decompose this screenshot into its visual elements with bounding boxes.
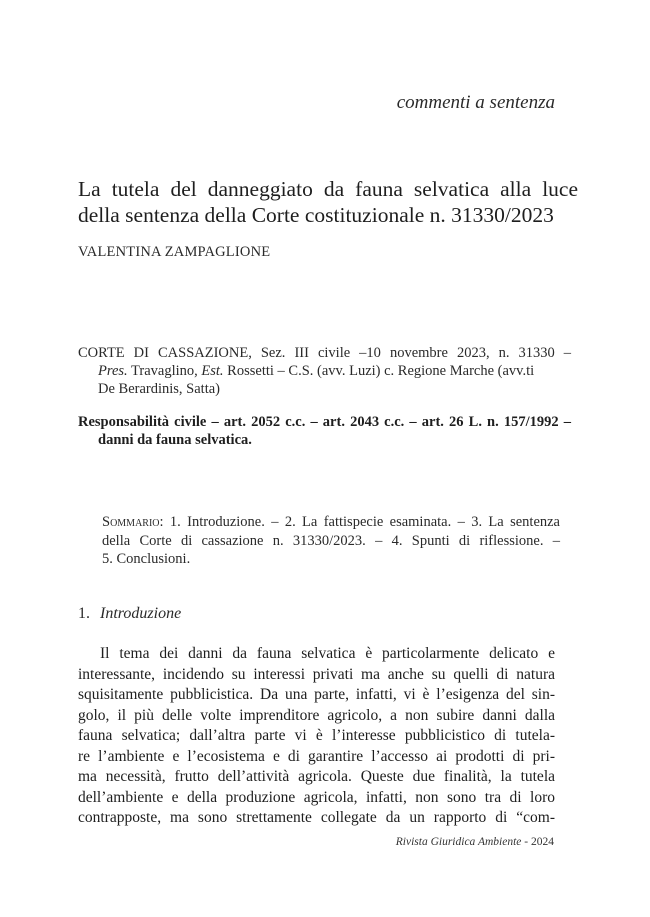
summary-line-1 (102, 513, 560, 532)
body-line: ma necessità, frutto dell’attività agricola. Queste due finalità, la tutela (78, 768, 555, 785)
body-line: squisitamente pubblicistica. Da una parte, infatti, vi è l’esigenza del sin- (78, 686, 555, 703)
article-title (78, 176, 578, 228)
summary-text-1: 1. Introduzione. – 2. La fattispecie esaminata. – 3. La sentenza (163, 514, 560, 530)
est-label: Est. (201, 363, 224, 379)
summary-line-3: 5. Conclusioni. (102, 551, 191, 567)
section-number: 1. (78, 605, 90, 622)
page-footer (396, 836, 554, 848)
case-citation (78, 344, 571, 398)
summary-line-2: della Corte di cassazione n. 31330/2023. – 4. Spunti di riflessione. – (102, 532, 560, 549)
title-line-1: La tutela del danneggiato da fauna selvatica alla luce (78, 177, 578, 201)
est-rest: Rossetti – C.S. (avv. Luzi) c. Regione Marche (avv.ti (223, 363, 535, 379)
section-heading (78, 605, 181, 623)
title-line-2: della sentenza della Corte costituzionale n. 31330/2023 (78, 203, 554, 227)
author-name: VALENTINA ZAMPAGLIONE (78, 244, 271, 260)
keywords-line-1: Responsabilità civile – art. 2052 c.c. – art. 2043 c.c. – art. 26 L. n. 157/1992 – (78, 414, 571, 430)
footer-separator: - (521, 836, 531, 848)
section-label: commenti a sentenza (396, 92, 555, 113)
citation-line-2 (78, 362, 571, 380)
journal-name: Rivista Giuridica Ambiente (395, 836, 522, 848)
summary-label: Sommario: (102, 514, 164, 530)
body-line: Il tema dei danni da fauna selvatica è particolarmente delicato e (100, 645, 555, 662)
pres-label: Pres. (98, 363, 128, 379)
citation-line-3: De Berardinis, Satta) (98, 381, 221, 397)
body-line: golo, il più delle volte imprenditore agricolo, a non subire danni dalla (78, 706, 555, 724)
footer-year: 2024 (531, 836, 554, 848)
body-line: interessante, incidendo su interessi privati ma anche su quelli di natura (78, 665, 555, 683)
summary (102, 513, 560, 569)
body-line: contrapposte, ma sono strettamente collegate da un rapporto di “com- (78, 809, 555, 826)
body-line: fauna selvatica; dall’altra parte vi è l’interesse pubblicistico di tutela- (78, 727, 555, 744)
section-title: Introduzione (100, 605, 182, 622)
body-line: re l’ambiente e l’ecosistema e di garantire l’accesso ai prodotti di pri- (78, 747, 555, 765)
citation-line-1: CORTE DI CASSAZIONE, Sez. III civile –10 novembre 2023, n. 31330 – (78, 345, 571, 361)
body-line: dell’ambiente e della produzione agricola, infatti, non sono tra di loro (78, 788, 555, 806)
body-paragraph (78, 644, 555, 829)
keywords-line-2: danni da fauna selvatica. (98, 432, 252, 448)
pres-name: Travaglino, (127, 363, 202, 379)
keywords (78, 413, 571, 449)
